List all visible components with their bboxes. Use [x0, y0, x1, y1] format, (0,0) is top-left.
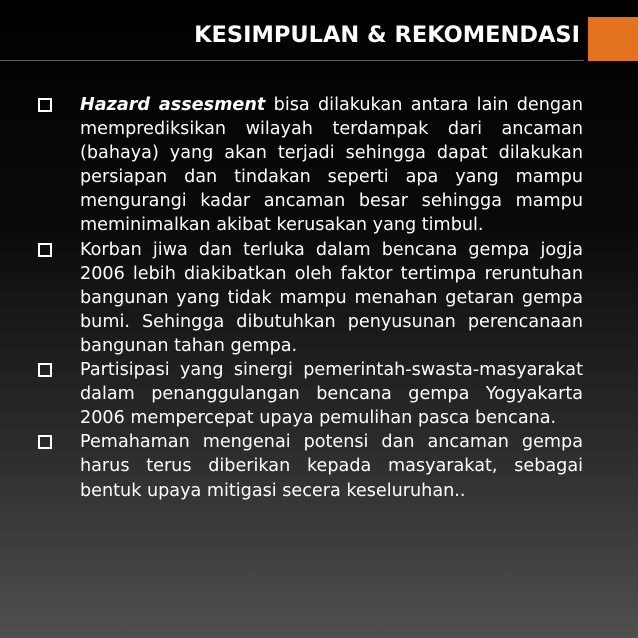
- bullet-emphasis: Hazard assesment: [80, 95, 266, 115]
- bullet-text: Korban jiwa dan terluka dalam bencana gempa jogja 2006 lebih diakibatkan oleh faktor tertimpa reruntuhan bangunan yang tidak mampu menahan getaran gempa bumi. Sehingga dibutuhkan penyusunan perencanaan bangunan tahan gempa.: [80, 239, 583, 356]
- bullet-text: Pemahaman mengenai potensi dan ancaman gempa harus terus diberikan kepada masyarakat, sebagai bentuk upaya mitigasi secera keseluruhan..: [80, 432, 583, 501]
- checkbox-bullet-icon: [38, 435, 52, 449]
- checkbox-bullet-icon: [38, 98, 52, 112]
- title-underline: [0, 60, 584, 61]
- accent-block: [588, 17, 638, 61]
- bullet-item: [38, 238, 583, 358]
- bullet-text: Partisipasi yang sinergi pemerintah-swasta-masyarakat dalam penanggulangan bencana gempa Yogyakarta 2006 mempercepat upaya pemulihan pasca bencana.: [80, 360, 583, 429]
- checkbox-bullet-icon: [38, 243, 52, 257]
- checkbox-bullet-icon: [38, 363, 52, 377]
- bullet-item: [38, 93, 583, 238]
- slide-title: KESIMPULAN & REKOMENDASI: [194, 22, 580, 48]
- bullet-item: [38, 430, 583, 502]
- bullet-list: [38, 93, 583, 503]
- bullet-item: [38, 358, 583, 430]
- bullet-text: bisa dilakukan antara lain dengan memprediksikan wilayah terdampak dari ancaman (bahaya) yang akan terjadi sehingga dapat dilakukan persiapan dan tindakan seperti apa yang mampu mengurangi kadar ancaman besar sehingga mampu meminimalkan akibat kerusakan yang timbul.: [80, 95, 583, 236]
